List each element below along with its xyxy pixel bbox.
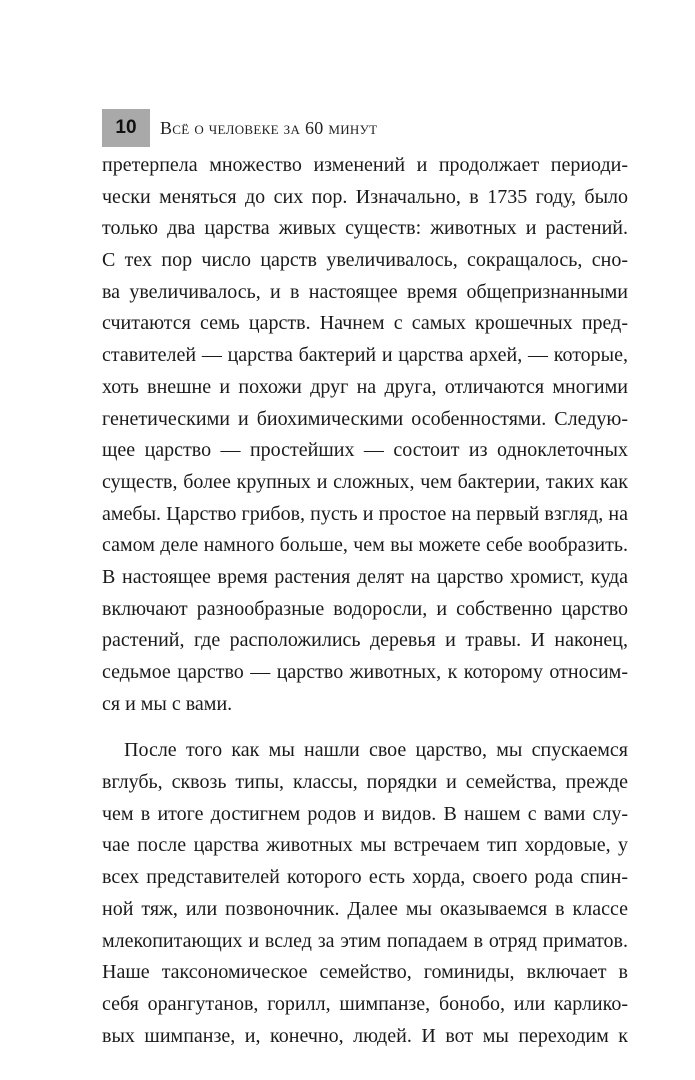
text-line: генетическими и биохимическими особенностями. Следую- [102, 407, 628, 430]
running-title: Всё о человеке за 60 минут [160, 117, 378, 138]
paragraph-2 [102, 735, 628, 1052]
text-line: амебы. Царство грибов, пусть и простое на первый взгляд, на [102, 502, 628, 525]
text-line: ной тяж, или позвоночник. Далее мы оказываемся в классе [102, 897, 628, 920]
text-line: ся и мы с вами. [102, 692, 233, 715]
running-head [102, 109, 377, 147]
text-line: ставителей — царства бактерий и царства архей, — которые, [102, 344, 628, 367]
text-line: растений, где расположились деревья и травы. И наконец, [102, 629, 628, 652]
text-line: вых шимпанзе, и, конечно, людей. И вот мы переходим к [102, 1024, 628, 1047]
text-line: седьмое царство — царство животных, к которому относим- [102, 661, 628, 683]
text-line: вглубь, сквозь типы, классы, порядки и семейства, прежде [102, 771, 628, 794]
paragraph-gap [102, 720, 628, 735]
text-line: претерпела множество изменений и продолжает периоди- [102, 154, 628, 176]
text-line: ва увеличивалось, и в настоящее время общепризнанными [102, 280, 628, 303]
text-line: существ, более крупных и сложных, чем бактерии, таких как [102, 470, 628, 493]
page-number: 10 [102, 109, 150, 147]
text-line: самом деле намного больше, чем вы можете себе вообразить. [102, 534, 628, 557]
text-line: В настоящее время растения делят на царство хромист, куда [102, 565, 628, 588]
text-line: себя орангутанов, горилл, шимпанзе, бонобо, или карлико- [102, 992, 628, 1015]
text-line: всех представителей которого есть хорда, своего рода спин- [102, 866, 628, 889]
text-line: чески меняться до сих пор. Изначально, в 1735 году, было [102, 185, 628, 208]
paragraph-1 [102, 150, 628, 720]
text-line: млекопитающих и вслед за этим попадаем в отряд приматов. [102, 929, 628, 952]
text-line: считаются семь царств. Начнем с самых крошечных пред- [102, 312, 628, 335]
text-line: хоть внешне и похожи друг на друга, отличаются многими [102, 375, 628, 398]
text-line: С тех пор число царств увеличивалось, сокращалось, сно- [102, 249, 628, 272]
text-line: щее царство — простейших — состоит из одноклеточных [102, 439, 628, 462]
text-line: Наше таксономическое семейство, гоминиды, включает в [102, 961, 628, 984]
text-line: включают разнообразные водоросли, и собственно царство [102, 597, 628, 620]
text-line: чае после царства животных мы встречаем тип хордовые, у [102, 834, 628, 857]
text-line: После того как мы нашли свое царство, мы спускаемся [124, 739, 628, 762]
body-text [102, 150, 628, 1052]
text-line: только два царства живых существ: животных и растений. [102, 217, 628, 240]
text-line: чем в итоге достигнем родов и видов. В нашем с вами слу- [102, 802, 628, 825]
